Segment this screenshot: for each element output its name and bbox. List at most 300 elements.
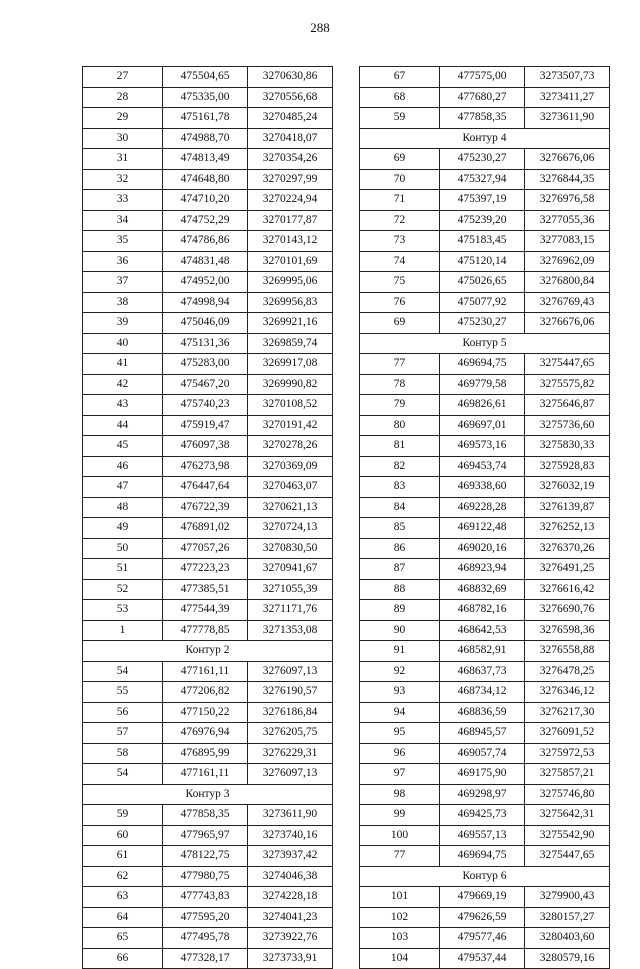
table-row xyxy=(360,190,610,211)
point-number-cell: 79 xyxy=(360,395,440,416)
table-row xyxy=(83,251,333,272)
x-coordinate-cell: 475230,27 xyxy=(440,149,525,170)
table-row xyxy=(83,887,333,908)
contour-header-row xyxy=(360,128,610,149)
x-coordinate-cell: 477858,35 xyxy=(440,108,525,129)
table-row xyxy=(83,210,333,231)
table-row xyxy=(360,169,610,190)
point-number-cell: 85 xyxy=(360,518,440,539)
point-number-cell: 96 xyxy=(360,743,440,764)
x-coordinate-cell: 474813,49 xyxy=(163,149,248,170)
x-coordinate-cell: 476273,98 xyxy=(163,456,248,477)
table-row xyxy=(360,272,610,293)
table-row xyxy=(360,395,610,416)
table-row xyxy=(83,600,333,621)
point-number-cell: 67 xyxy=(360,67,440,88)
point-number-cell: 58 xyxy=(83,743,163,764)
contour-header: Контур 2 xyxy=(83,641,333,662)
y-coordinate-cell: 3276097,13 xyxy=(248,764,333,785)
x-coordinate-cell: 474998,94 xyxy=(163,292,248,313)
y-coordinate-cell: 3275646,87 xyxy=(525,395,610,416)
contour-header-row xyxy=(360,866,610,887)
point-number-cell: 28 xyxy=(83,87,163,108)
point-number-cell: 29 xyxy=(83,108,163,129)
table-row xyxy=(360,231,610,252)
table-row xyxy=(360,641,610,662)
x-coordinate-cell: 476976,94 xyxy=(163,723,248,744)
coordinates-table-left xyxy=(82,66,333,969)
x-coordinate-cell: 476895,99 xyxy=(163,743,248,764)
y-coordinate-cell: 3270177,87 xyxy=(248,210,333,231)
x-coordinate-cell: 468782,16 xyxy=(440,600,525,621)
table-row xyxy=(360,477,610,498)
point-number-cell: 102 xyxy=(360,907,440,928)
y-coordinate-cell: 3270143,12 xyxy=(248,231,333,252)
x-coordinate-cell: 474952,00 xyxy=(163,272,248,293)
point-number-cell: 60 xyxy=(83,825,163,846)
x-coordinate-cell: 479537,44 xyxy=(440,948,525,969)
point-number-cell: 91 xyxy=(360,641,440,662)
x-coordinate-cell: 477161,11 xyxy=(163,661,248,682)
x-coordinate-cell: 477385,51 xyxy=(163,579,248,600)
table-row xyxy=(83,108,333,129)
x-coordinate-cell: 469453,74 xyxy=(440,456,525,477)
y-coordinate-cell: 3276370,26 xyxy=(525,538,610,559)
table-row xyxy=(360,313,610,334)
x-coordinate-cell: 469694,75 xyxy=(440,354,525,375)
y-coordinate-cell: 3273733,91 xyxy=(248,948,333,969)
point-number-cell: 1 xyxy=(83,620,163,641)
table-row xyxy=(83,436,333,457)
x-coordinate-cell: 477965,97 xyxy=(163,825,248,846)
x-coordinate-cell: 477743,83 xyxy=(163,887,248,908)
contour-header: Контур 3 xyxy=(83,784,333,805)
y-coordinate-cell: 3280403,60 xyxy=(525,928,610,949)
x-coordinate-cell: 475335,00 xyxy=(163,87,248,108)
point-number-cell: 53 xyxy=(83,600,163,621)
table-row xyxy=(360,887,610,908)
point-number-cell: 97 xyxy=(360,764,440,785)
table-row xyxy=(360,210,610,231)
x-coordinate-cell: 469697,01 xyxy=(440,415,525,436)
x-coordinate-cell: 476722,39 xyxy=(163,497,248,518)
point-number-cell: 48 xyxy=(83,497,163,518)
point-number-cell: 32 xyxy=(83,169,163,190)
x-coordinate-cell: 475283,00 xyxy=(163,354,248,375)
y-coordinate-cell: 3271055,39 xyxy=(248,579,333,600)
y-coordinate-cell: 3270278,26 xyxy=(248,436,333,457)
table-row xyxy=(360,743,610,764)
table-row xyxy=(360,846,610,867)
point-number-cell: 50 xyxy=(83,538,163,559)
y-coordinate-cell: 3274041,23 xyxy=(248,907,333,928)
point-number-cell: 99 xyxy=(360,805,440,826)
table-row xyxy=(360,374,610,395)
x-coordinate-cell: 469298,97 xyxy=(440,784,525,805)
x-coordinate-cell: 474786,86 xyxy=(163,231,248,252)
x-coordinate-cell: 476447,64 xyxy=(163,477,248,498)
x-coordinate-cell: 468734,12 xyxy=(440,682,525,703)
point-number-cell: 77 xyxy=(360,846,440,867)
x-coordinate-cell: 476097,38 xyxy=(163,436,248,457)
y-coordinate-cell: 3270556,68 xyxy=(248,87,333,108)
x-coordinate-cell: 479577,46 xyxy=(440,928,525,949)
y-coordinate-cell: 3280579,16 xyxy=(525,948,610,969)
point-number-cell: 83 xyxy=(360,477,440,498)
table-row xyxy=(360,108,610,129)
table-row xyxy=(83,620,333,641)
table-row xyxy=(83,128,333,149)
table-row xyxy=(83,907,333,928)
table-row xyxy=(360,436,610,457)
point-number-cell: 64 xyxy=(83,907,163,928)
x-coordinate-cell: 475740,23 xyxy=(163,395,248,416)
contour-header: Контур 6 xyxy=(360,866,610,887)
x-coordinate-cell: 478122,75 xyxy=(163,846,248,867)
x-coordinate-cell: 469338,60 xyxy=(440,477,525,498)
point-number-cell: 72 xyxy=(360,210,440,231)
x-coordinate-cell: 468945,57 xyxy=(440,723,525,744)
point-number-cell: 36 xyxy=(83,251,163,272)
x-coordinate-cell: 475131,36 xyxy=(163,333,248,354)
table-row xyxy=(360,600,610,621)
x-coordinate-cell: 475183,45 xyxy=(440,231,525,252)
y-coordinate-cell: 3276097,13 xyxy=(248,661,333,682)
x-coordinate-cell: 468637,73 xyxy=(440,661,525,682)
x-coordinate-cell: 475161,78 xyxy=(163,108,248,129)
contour-header: Контур 4 xyxy=(360,128,610,149)
x-coordinate-cell: 474648,80 xyxy=(163,169,248,190)
point-number-cell: 84 xyxy=(360,497,440,518)
table-row xyxy=(83,374,333,395)
table-row xyxy=(360,559,610,580)
point-number-cell: 104 xyxy=(360,948,440,969)
x-coordinate-cell: 469779,58 xyxy=(440,374,525,395)
contour-header-row xyxy=(83,641,333,662)
point-number-cell: 86 xyxy=(360,538,440,559)
table-body xyxy=(83,67,333,969)
x-coordinate-cell: 475239,20 xyxy=(440,210,525,231)
point-number-cell: 44 xyxy=(83,415,163,436)
contour-header-row xyxy=(360,333,610,354)
y-coordinate-cell: 3270418,07 xyxy=(248,128,333,149)
table-row xyxy=(360,67,610,88)
point-number-cell: 59 xyxy=(360,108,440,129)
table-row xyxy=(83,743,333,764)
y-coordinate-cell: 3274046,38 xyxy=(248,866,333,887)
y-coordinate-cell: 3276478,25 xyxy=(525,661,610,682)
table-row xyxy=(360,805,610,826)
point-number-cell: 42 xyxy=(83,374,163,395)
x-coordinate-cell: 469557,13 xyxy=(440,825,525,846)
table-row xyxy=(83,805,333,826)
point-number-cell: 98 xyxy=(360,784,440,805)
point-number-cell: 33 xyxy=(83,190,163,211)
y-coordinate-cell: 3276844,35 xyxy=(525,169,610,190)
y-coordinate-cell: 3273922,76 xyxy=(248,928,333,949)
point-number-cell: 69 xyxy=(360,149,440,170)
table-row xyxy=(83,682,333,703)
contour-header-row xyxy=(83,784,333,805)
table-row xyxy=(83,538,333,559)
x-coordinate-cell: 475120,14 xyxy=(440,251,525,272)
y-coordinate-cell: 3275928,83 xyxy=(525,456,610,477)
point-number-cell: 90 xyxy=(360,620,440,641)
point-number-cell: 62 xyxy=(83,866,163,887)
point-number-cell: 88 xyxy=(360,579,440,600)
x-coordinate-cell: 469573,16 xyxy=(440,436,525,457)
table-row xyxy=(360,702,610,723)
point-number-cell: 77 xyxy=(360,354,440,375)
y-coordinate-cell: 3276346,12 xyxy=(525,682,610,703)
y-coordinate-cell: 3276091,52 xyxy=(525,723,610,744)
table-row xyxy=(83,723,333,744)
point-number-cell: 38 xyxy=(83,292,163,313)
point-number-cell: 52 xyxy=(83,579,163,600)
table-row xyxy=(83,67,333,88)
y-coordinate-cell: 3270941,67 xyxy=(248,559,333,580)
y-coordinate-cell: 3276491,25 xyxy=(525,559,610,580)
x-coordinate-cell: 477980,75 xyxy=(163,866,248,887)
y-coordinate-cell: 3270108,52 xyxy=(248,395,333,416)
point-number-cell: 30 xyxy=(83,128,163,149)
point-number-cell: 100 xyxy=(360,825,440,846)
table-body xyxy=(360,67,610,969)
x-coordinate-cell: 479626,59 xyxy=(440,907,525,928)
y-coordinate-cell: 3276800,84 xyxy=(525,272,610,293)
x-coordinate-cell: 477161,11 xyxy=(163,764,248,785)
table-row xyxy=(360,415,610,436)
table-row xyxy=(83,415,333,436)
y-coordinate-cell: 3270354,26 xyxy=(248,149,333,170)
y-coordinate-cell: 3270224,94 xyxy=(248,190,333,211)
y-coordinate-cell: 3271171,76 xyxy=(248,600,333,621)
point-number-cell: 69 xyxy=(360,313,440,334)
table-row xyxy=(83,149,333,170)
point-number-cell: 94 xyxy=(360,702,440,723)
y-coordinate-cell: 3276598,36 xyxy=(525,620,610,641)
point-number-cell: 31 xyxy=(83,149,163,170)
y-coordinate-cell: 3276769,43 xyxy=(525,292,610,313)
x-coordinate-cell: 474710,20 xyxy=(163,190,248,211)
table-row xyxy=(83,497,333,518)
point-number-cell: 55 xyxy=(83,682,163,703)
x-coordinate-cell: 475230,27 xyxy=(440,313,525,334)
table-row xyxy=(83,395,333,416)
table-row xyxy=(360,682,610,703)
point-number-cell: 74 xyxy=(360,251,440,272)
y-coordinate-cell: 3276962,09 xyxy=(525,251,610,272)
table-row xyxy=(360,928,610,949)
y-coordinate-cell: 3279900,43 xyxy=(525,887,610,908)
point-number-cell: 45 xyxy=(83,436,163,457)
x-coordinate-cell: 469425,73 xyxy=(440,805,525,826)
y-coordinate-cell: 3270297,99 xyxy=(248,169,333,190)
table-row xyxy=(83,456,333,477)
x-coordinate-cell: 476891,02 xyxy=(163,518,248,539)
y-coordinate-cell: 3275746,80 xyxy=(525,784,610,805)
table-row xyxy=(83,661,333,682)
point-number-cell: 89 xyxy=(360,600,440,621)
coordinates-table-right xyxy=(359,66,610,969)
table-row xyxy=(83,272,333,293)
x-coordinate-cell: 469228,28 xyxy=(440,497,525,518)
y-coordinate-cell: 3270830,50 xyxy=(248,538,333,559)
point-number-cell: 39 xyxy=(83,313,163,334)
y-coordinate-cell: 3270485,24 xyxy=(248,108,333,129)
point-number-cell: 71 xyxy=(360,190,440,211)
point-number-cell: 49 xyxy=(83,518,163,539)
table-row xyxy=(360,764,610,785)
point-number-cell: 57 xyxy=(83,723,163,744)
y-coordinate-cell: 3270369,09 xyxy=(248,456,333,477)
y-coordinate-cell: 3270101,69 xyxy=(248,251,333,272)
y-coordinate-cell: 3276558,88 xyxy=(525,641,610,662)
x-coordinate-cell: 477223,23 xyxy=(163,559,248,580)
table-row xyxy=(360,907,610,928)
y-coordinate-cell: 3276139,87 xyxy=(525,497,610,518)
y-coordinate-cell: 3276616,42 xyxy=(525,579,610,600)
table-row xyxy=(360,825,610,846)
y-coordinate-cell: 3273507,73 xyxy=(525,67,610,88)
table-row xyxy=(83,292,333,313)
page-number: 288 xyxy=(310,20,330,35)
point-number-cell: 59 xyxy=(83,805,163,826)
x-coordinate-cell: 468923,94 xyxy=(440,559,525,580)
table-row xyxy=(360,87,610,108)
y-coordinate-cell: 3276217,30 xyxy=(525,702,610,723)
y-coordinate-cell: 3270621,13 xyxy=(248,497,333,518)
point-number-cell: 80 xyxy=(360,415,440,436)
y-coordinate-cell: 3276690,76 xyxy=(525,600,610,621)
table-row xyxy=(360,723,610,744)
point-number-cell: 40 xyxy=(83,333,163,354)
table-row xyxy=(83,313,333,334)
table-row xyxy=(360,538,610,559)
point-number-cell: 73 xyxy=(360,231,440,252)
table-row xyxy=(83,866,333,887)
x-coordinate-cell: 469826,61 xyxy=(440,395,525,416)
x-coordinate-cell: 474988,70 xyxy=(163,128,248,149)
x-coordinate-cell: 469020,16 xyxy=(440,538,525,559)
table-row xyxy=(360,456,610,477)
y-coordinate-cell: 3271353,08 xyxy=(248,620,333,641)
x-coordinate-cell: 475327,94 xyxy=(440,169,525,190)
y-coordinate-cell: 3270191,42 xyxy=(248,415,333,436)
point-number-cell: 37 xyxy=(83,272,163,293)
point-number-cell: 54 xyxy=(83,764,163,785)
y-coordinate-cell: 3276676,06 xyxy=(525,149,610,170)
x-coordinate-cell: 477778,85 xyxy=(163,620,248,641)
table-row xyxy=(360,518,610,539)
point-number-cell: 75 xyxy=(360,272,440,293)
x-coordinate-cell: 469175,90 xyxy=(440,764,525,785)
x-coordinate-cell: 477150,22 xyxy=(163,702,248,723)
x-coordinate-cell: 474831,48 xyxy=(163,251,248,272)
point-number-cell: 54 xyxy=(83,661,163,682)
table-row xyxy=(83,518,333,539)
point-number-cell: 61 xyxy=(83,846,163,867)
point-number-cell: 63 xyxy=(83,887,163,908)
table-row xyxy=(360,579,610,600)
x-coordinate-cell: 477206,82 xyxy=(163,682,248,703)
point-number-cell: 27 xyxy=(83,67,163,88)
x-coordinate-cell: 479669,19 xyxy=(440,887,525,908)
y-coordinate-cell: 3273411,27 xyxy=(525,87,610,108)
point-number-cell: 87 xyxy=(360,559,440,580)
y-coordinate-cell: 3276032,19 xyxy=(525,477,610,498)
x-coordinate-cell: 469694,75 xyxy=(440,846,525,867)
y-coordinate-cell: 3276252,13 xyxy=(525,518,610,539)
x-coordinate-cell: 475467,20 xyxy=(163,374,248,395)
table-row xyxy=(360,251,610,272)
point-number-cell: 103 xyxy=(360,928,440,949)
table-row xyxy=(83,846,333,867)
table-row xyxy=(83,231,333,252)
x-coordinate-cell: 477495,78 xyxy=(163,928,248,949)
point-number-cell: 76 xyxy=(360,292,440,313)
table-row xyxy=(83,702,333,723)
table-row xyxy=(83,477,333,498)
y-coordinate-cell: 3275642,31 xyxy=(525,805,610,826)
contour-header: Контур 5 xyxy=(360,333,610,354)
x-coordinate-cell: 475504,65 xyxy=(163,67,248,88)
x-coordinate-cell: 469057,74 xyxy=(440,743,525,764)
y-coordinate-cell: 3277055,36 xyxy=(525,210,610,231)
point-number-cell: 65 xyxy=(83,928,163,949)
x-coordinate-cell: 477057,26 xyxy=(163,538,248,559)
y-coordinate-cell: 3275857,21 xyxy=(525,764,610,785)
y-coordinate-cell: 3276229,31 xyxy=(248,743,333,764)
x-coordinate-cell: 475026,65 xyxy=(440,272,525,293)
table-row xyxy=(360,292,610,313)
point-number-cell: 47 xyxy=(83,477,163,498)
x-coordinate-cell: 477575,00 xyxy=(440,67,525,88)
table-row xyxy=(83,559,333,580)
y-coordinate-cell: 3276190,57 xyxy=(248,682,333,703)
y-coordinate-cell: 3275972,53 xyxy=(525,743,610,764)
y-coordinate-cell: 3270463,07 xyxy=(248,477,333,498)
y-coordinate-cell: 3273937,42 xyxy=(248,846,333,867)
point-number-cell: 70 xyxy=(360,169,440,190)
y-coordinate-cell: 3276976,58 xyxy=(525,190,610,211)
table-row xyxy=(83,354,333,375)
x-coordinate-cell: 468642,53 xyxy=(440,620,525,641)
y-coordinate-cell: 3269995,06 xyxy=(248,272,333,293)
x-coordinate-cell: 475919,47 xyxy=(163,415,248,436)
y-coordinate-cell: 3275575,82 xyxy=(525,374,610,395)
y-coordinate-cell: 3276205,75 xyxy=(248,723,333,744)
point-number-cell: 51 xyxy=(83,559,163,580)
y-coordinate-cell: 3276186,84 xyxy=(248,702,333,723)
y-coordinate-cell: 3270630,86 xyxy=(248,67,333,88)
y-coordinate-cell: 3273611,90 xyxy=(525,108,610,129)
table-row xyxy=(360,620,610,641)
point-number-cell: 46 xyxy=(83,456,163,477)
x-coordinate-cell: 469122,48 xyxy=(440,518,525,539)
y-coordinate-cell: 3275447,65 xyxy=(525,354,610,375)
point-number-cell: 82 xyxy=(360,456,440,477)
x-coordinate-cell: 475397,19 xyxy=(440,190,525,211)
point-number-cell: 95 xyxy=(360,723,440,744)
y-coordinate-cell: 3269956,83 xyxy=(248,292,333,313)
y-coordinate-cell: 3277083,15 xyxy=(525,231,610,252)
y-coordinate-cell: 3275447,65 xyxy=(525,846,610,867)
x-coordinate-cell: 477595,20 xyxy=(163,907,248,928)
point-number-cell: 34 xyxy=(83,210,163,231)
y-coordinate-cell: 3269990,82 xyxy=(248,374,333,395)
point-number-cell: 101 xyxy=(360,887,440,908)
